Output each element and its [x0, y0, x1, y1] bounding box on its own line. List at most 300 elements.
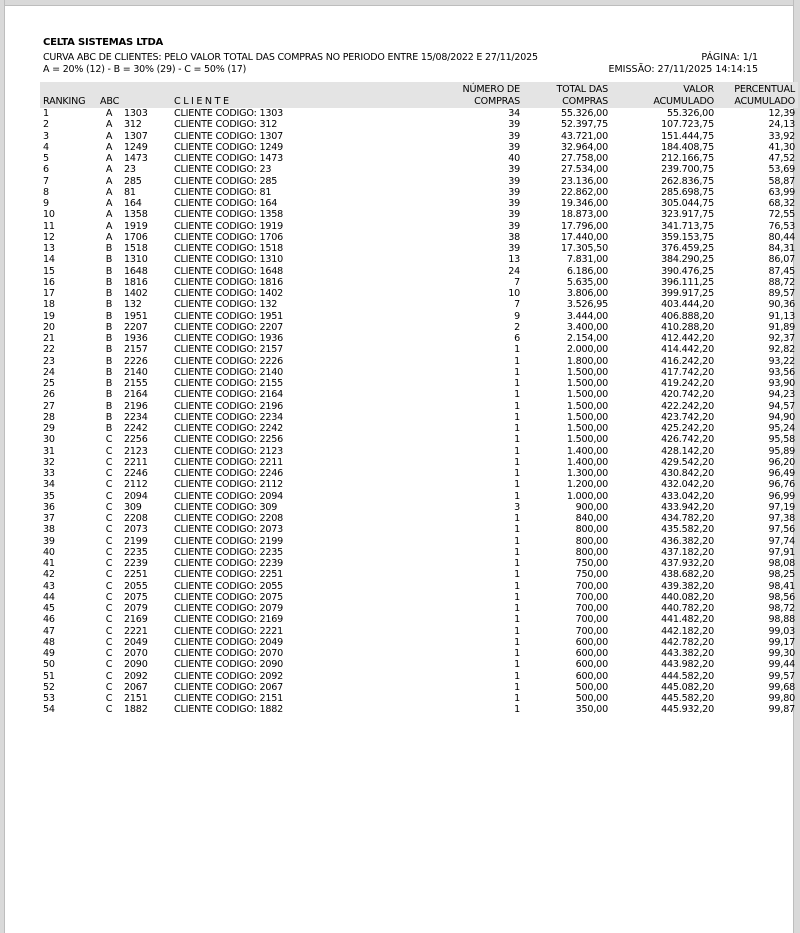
purchase-count-cell: 1 — [514, 434, 520, 446]
table-row — [40, 603, 798, 614]
accumulated-value-cell: 420.742,20 — [661, 389, 714, 401]
purchase-total-cell: 3.806,00 — [566, 288, 608, 299]
accumulated-percent-cell: 98,88 — [768, 614, 795, 626]
col-purchase-total-line1: TOTAL DAS — [556, 84, 608, 95]
purchase-count-cell: 1 — [514, 659, 520, 671]
client-name-cell: CLIENTE CÓDIGO: 23 — [174, 164, 272, 176]
accumulated-percent-cell: 95,58 — [768, 434, 795, 446]
abc-class-cell: A — [105, 108, 113, 119]
table-header-row — [40, 82, 798, 108]
purchase-count-cell: 1 — [514, 670, 520, 682]
client-code-cell: 2221 — [124, 625, 148, 637]
accumulated-percent-cell: 99,17 — [768, 636, 795, 648]
abc-class-cell: C — [105, 591, 113, 603]
accumulated-percent-cell: 99,68 — [768, 681, 795, 693]
client-code-cell: 312 — [124, 119, 142, 131]
ranking-cell: 1 — [43, 108, 49, 119]
accumulated-percent-cell: 90,36 — [768, 299, 795, 311]
ranking-cell: 34 — [43, 479, 55, 491]
accumulated-value-cell: 443.982,20 — [661, 659, 714, 671]
client-code-cell: 2094 — [124, 490, 148, 502]
abc-class-cell: C — [105, 636, 113, 648]
accumulated-percent-cell: 72,55 — [768, 209, 795, 221]
client-code-cell: 1402 — [124, 288, 148, 299]
purchase-total-cell: 2.000,00 — [566, 344, 608, 356]
ranking-cell: 9 — [43, 198, 49, 209]
client-code-cell: 2155 — [124, 378, 148, 389]
accumulated-percent-cell: 99,87 — [768, 704, 795, 716]
purchase-total-cell: 7.831,00 — [566, 254, 608, 266]
accumulated-value-cell: 285.698,75 — [661, 186, 714, 198]
purchase-total-cell: 17.796,00 — [560, 220, 608, 232]
client-name-cell: CLIENTE CÓDIGO: 2155 — [174, 378, 284, 389]
client-name-cell: CLIENTE CÓDIGO: 309 — [174, 501, 278, 513]
purchase-count-cell: 1 — [514, 704, 520, 716]
accumulated-percent-cell: 96,20 — [768, 456, 795, 468]
purchase-total-cell: 5.635,00 — [566, 276, 608, 288]
purchase-total-cell: 350,00 — [575, 704, 608, 716]
client-name-cell: CLIENTE CÓDIGO: 2234 — [174, 411, 284, 423]
client-name-cell: CLIENTE CÓDIGO: 2079 — [174, 603, 284, 614]
table-row — [40, 536, 798, 547]
table-row — [40, 254, 798, 265]
abc-class-cell: B — [105, 423, 113, 434]
abc-class-cell: B — [105, 243, 113, 254]
purchase-count-cell: 1 — [514, 490, 520, 502]
abc-class-cell: C — [105, 693, 113, 704]
accumulated-value-cell: 376.459,25 — [661, 243, 714, 254]
abc-class-cell: C — [105, 490, 113, 502]
abc-class-cell: B — [105, 276, 113, 288]
accumulated-percent-cell: 80,44 — [768, 231, 795, 243]
client-name-cell: CLIENTE CÓDIGO: 285 — [174, 175, 278, 187]
purchase-total-cell: 3.526,95 — [566, 299, 608, 311]
purchase-count-cell: 39 — [508, 119, 520, 131]
table-row — [40, 614, 798, 625]
window-left-border — [0, 0, 5, 933]
client-code-cell: 2075 — [124, 591, 148, 603]
ranking-cell: 3 — [43, 130, 49, 142]
window-top-border — [0, 0, 800, 6]
abc-class-cell: C — [105, 524, 113, 536]
client-code-cell: 164 — [124, 198, 142, 209]
accumulated-percent-cell: 96,49 — [768, 468, 795, 479]
col-accumulated-value-line1: VALOR — [683, 84, 714, 95]
ranking-cell: 24 — [43, 366, 55, 378]
purchase-total-cell: 1.500,00 — [566, 378, 608, 389]
purchase-count-cell: 1 — [514, 535, 520, 547]
client-name-cell: CLIENTE CÓDIGO: 1936 — [174, 333, 284, 344]
purchase-count-cell: 1 — [514, 400, 520, 412]
client-code-cell: 2246 — [124, 468, 148, 479]
client-name-cell: CLIENTE CÓDIGO: 2092 — [174, 670, 284, 682]
table-row — [40, 569, 798, 580]
accumulated-percent-cell: 41,30 — [768, 141, 795, 153]
accumulated-value-cell: 442.782,20 — [661, 636, 714, 648]
client-name-cell: CLIENTE CÓDIGO: 1473 — [174, 153, 284, 164]
accumulated-percent-cell: 91,13 — [768, 310, 795, 322]
accumulated-value-cell: 416.242,20 — [661, 355, 714, 367]
report-subtitle: CURVA ABC DE CLIENTES: PELO VALOR TOTAL DAS COMPRAS NO PERIODO ENTRE 15/08/2022 E 27/11/2025 — [43, 52, 538, 63]
client-code-cell: 2234 — [124, 411, 148, 423]
purchase-count-cell: 1 — [514, 681, 520, 693]
ranking-cell: 19 — [43, 310, 55, 322]
table-row — [40, 581, 798, 592]
purchase-total-cell: 1.400,00 — [566, 445, 608, 457]
table-row — [40, 164, 798, 175]
client-name-cell: CLIENTE CÓDIGO: 2157 — [174, 344, 284, 356]
purchase-total-cell: 1.500,00 — [566, 389, 608, 401]
accumulated-value-cell: 433.942,20 — [661, 501, 714, 513]
accumulated-percent-cell: 53,69 — [768, 164, 795, 176]
client-name-cell: CLIENTE CÓDIGO: 2073 — [174, 524, 284, 536]
ranking-cell: 35 — [43, 490, 55, 502]
client-code-cell: 1518 — [124, 243, 148, 254]
ranking-cell: 6 — [43, 164, 49, 176]
accumulated-percent-cell: 95,89 — [768, 445, 795, 457]
ranking-cell: 23 — [43, 355, 55, 367]
accumulated-percent-cell: 68,32 — [768, 198, 795, 209]
accumulated-value-cell: 445.082,20 — [661, 681, 714, 693]
purchase-count-cell: 1 — [514, 546, 520, 558]
client-name-cell: CLIENTE CÓDIGO: 1648 — [174, 265, 284, 277]
ranking-cell: 33 — [43, 468, 55, 479]
accumulated-value-cell: 438.682,20 — [661, 569, 714, 581]
table-body — [40, 108, 798, 716]
purchase-count-cell: 39 — [508, 186, 520, 198]
table-row — [40, 232, 798, 243]
accumulated-value-cell: 396.111,25 — [661, 276, 714, 288]
ranking-cell: 16 — [43, 276, 55, 288]
abc-class-cell: B — [105, 378, 113, 389]
table-row — [40, 221, 798, 232]
client-name-cell: CLIENTE CÓDIGO: 1951 — [174, 310, 284, 322]
client-name-cell: CLIENTE CÓDIGO: 2239 — [174, 558, 284, 569]
abc-class-cell: B — [105, 333, 113, 344]
purchase-count-cell: 1 — [514, 636, 520, 648]
table-row — [40, 108, 798, 119]
table-row — [40, 648, 798, 659]
ranking-cell: 27 — [43, 400, 55, 412]
purchase-count-cell: 39 — [508, 220, 520, 232]
abc-class-cell: C — [105, 558, 113, 569]
ranking-cell: 11 — [43, 220, 55, 232]
purchase-count-cell: 1 — [514, 648, 520, 659]
client-code-cell: 1816 — [124, 276, 148, 288]
client-code-cell: 1358 — [124, 209, 148, 221]
client-code-cell: 1310 — [124, 254, 148, 266]
accumulated-percent-cell: 93,22 — [768, 355, 795, 367]
emission-date: EMISSÃO: 27/11/2025 14:14:15 — [608, 64, 758, 75]
purchase-total-cell: 1.800,00 — [566, 355, 608, 367]
purchase-total-cell: 6.186,00 — [566, 265, 608, 277]
client-name-cell: CLIENTE CÓDIGO: 2067 — [174, 681, 284, 693]
abc-class-cell: C — [105, 501, 113, 513]
purchase-total-cell: 52.397,75 — [560, 119, 608, 131]
purchase-count-cell: 9 — [514, 310, 520, 322]
ranking-cell: 12 — [43, 231, 55, 243]
purchase-count-cell: 1 — [514, 423, 520, 434]
ranking-cell: 43 — [43, 580, 55, 592]
client-code-cell: 2199 — [124, 535, 148, 547]
client-name-cell: CLIENTE CÓDIGO: 2226 — [174, 355, 284, 367]
ranking-cell: 2 — [43, 119, 49, 131]
ranking-cell: 26 — [43, 389, 55, 401]
purchase-total-cell: 800,00 — [575, 546, 608, 558]
ranking-cell: 25 — [43, 378, 55, 389]
ranking-cell: 38 — [43, 524, 55, 536]
client-name-cell: CLIENTE CÓDIGO: 1249 — [174, 141, 284, 153]
purchase-total-cell: 900,00 — [575, 501, 608, 513]
purchase-count-cell: 1 — [514, 355, 520, 367]
purchase-count-cell: 24 — [508, 265, 520, 277]
client-name-cell: CLIENTE CÓDIGO: 1816 — [174, 276, 284, 288]
abc-class-cell: C — [105, 445, 113, 457]
client-code-cell: 2164 — [124, 389, 148, 401]
accumulated-percent-cell: 86,07 — [768, 254, 795, 266]
table-row — [40, 344, 798, 355]
purchase-count-cell: 1 — [514, 468, 520, 479]
abc-class-cell: C — [105, 659, 113, 671]
accumulated-value-cell: 212.166,75 — [661, 153, 714, 164]
abc-class-cell: C — [105, 535, 113, 547]
purchase-count-cell: 10 — [508, 288, 520, 299]
table-row — [40, 322, 798, 333]
purchase-count-cell: 1 — [514, 614, 520, 626]
accumulated-value-cell: 239.700,75 — [661, 164, 714, 176]
purchase-count-cell: 40 — [508, 153, 520, 164]
accumulated-value-cell: 440.082,20 — [661, 591, 714, 603]
accumulated-value-cell: 432.042,20 — [661, 479, 714, 491]
table-row — [40, 367, 798, 378]
client-code-cell: 2169 — [124, 614, 148, 626]
client-code-cell: 1882 — [124, 704, 148, 716]
ranking-cell: 22 — [43, 344, 55, 356]
purchase-count-cell: 38 — [508, 231, 520, 243]
table-row — [40, 671, 798, 682]
col-purchase-count — [357, 82, 523, 108]
purchase-count-cell: 39 — [508, 164, 520, 176]
client-code-cell: 2226 — [124, 355, 148, 367]
accumulated-percent-cell: 95,24 — [768, 423, 795, 434]
table-row — [40, 468, 798, 479]
client-code-cell: 2123 — [124, 445, 148, 457]
purchase-total-cell: 700,00 — [575, 614, 608, 626]
purchase-total-cell: 500,00 — [575, 681, 608, 693]
accumulated-value-cell: 437.932,20 — [661, 558, 714, 569]
accumulated-percent-cell: 97,74 — [768, 535, 795, 547]
purchase-total-cell: 750,00 — [575, 558, 608, 569]
client-name-cell: CLIENTE CÓDIGO: 312 — [174, 119, 278, 131]
accumulated-value-cell: 436.382,20 — [661, 535, 714, 547]
purchase-total-cell: 22.862,00 — [560, 186, 608, 198]
ranking-cell: 21 — [43, 333, 55, 344]
purchase-total-cell: 18.873,00 — [560, 209, 608, 221]
client-name-cell: CLIENTE CÓDIGO: 132 — [174, 299, 278, 311]
accumulated-percent-cell: 97,38 — [768, 513, 795, 524]
purchase-total-cell: 3.444,00 — [566, 310, 608, 322]
abc-class-cell: C — [105, 479, 113, 491]
ranking-cell: 18 — [43, 299, 55, 311]
table-row — [40, 378, 798, 389]
abc-class-cell: C — [105, 670, 113, 682]
accumulated-value-cell: 444.582,20 — [661, 670, 714, 682]
client-code-cell: 2196 — [124, 400, 148, 412]
ranking-cell: 46 — [43, 614, 55, 626]
table-row — [40, 592, 798, 603]
abc-class-cell: C — [105, 681, 113, 693]
table-row — [40, 626, 798, 637]
accumulated-percent-cell: 97,56 — [768, 524, 795, 536]
col-accumulated-value — [611, 82, 717, 108]
client-name-cell: CLIENTE CÓDIGO: 2094 — [174, 490, 284, 502]
accumulated-value-cell: 430.842,20 — [661, 468, 714, 479]
purchase-count-cell: 1 — [514, 456, 520, 468]
client-code-cell: 132 — [124, 299, 142, 311]
purchase-count-cell: 13 — [508, 254, 520, 266]
abc-class-cell: C — [105, 614, 113, 626]
table-row — [40, 524, 798, 535]
client-code-cell: 2235 — [124, 546, 148, 558]
abc-class-cell: C — [105, 456, 113, 468]
page-number: PÁGINA: 1/1 — [701, 52, 758, 63]
client-name-cell: CLIENTE CÓDIGO: 2196 — [174, 400, 284, 412]
client-code-cell: 2242 — [124, 423, 148, 434]
ranking-cell: 37 — [43, 513, 55, 524]
accumulated-value-cell: 426.742,20 — [661, 434, 714, 446]
client-code-cell: 1648 — [124, 265, 148, 277]
ranking-cell: 53 — [43, 693, 55, 704]
purchase-count-cell: 1 — [514, 366, 520, 378]
ranking-cell: 54 — [43, 704, 55, 716]
client-code-cell: 309 — [124, 501, 142, 513]
accumulated-value-cell: 399.917,25 — [661, 288, 714, 299]
abc-class-cell: A — [105, 186, 113, 198]
abc-class-cell: B — [105, 389, 113, 401]
client-name-cell: CLIENTE CÓDIGO: 164 — [174, 198, 278, 209]
col-abc: ABC — [97, 82, 121, 108]
accumulated-value-cell: 412.442,20 — [661, 333, 714, 344]
col-ranking: RANKING — [40, 82, 97, 108]
purchase-count-cell: 1 — [514, 569, 520, 581]
abc-class-cell: C — [105, 569, 113, 581]
ranking-cell: 17 — [43, 288, 55, 299]
purchase-count-cell: 39 — [508, 175, 520, 187]
client-name-cell: CLIENTE CÓDIGO: 1307 — [174, 130, 284, 142]
purchase-total-cell: 19.346,00 — [560, 198, 608, 209]
ranking-cell: 10 — [43, 209, 55, 221]
table-row — [40, 693, 798, 704]
accumulated-percent-cell: 92,82 — [768, 344, 795, 356]
accumulated-percent-cell: 99,30 — [768, 648, 795, 659]
col-purchase-count-line2: COMPRAS — [474, 95, 520, 107]
client-name-cell: CLIENTE CÓDIGO: 2164 — [174, 389, 284, 401]
accumulated-percent-cell: 84,31 — [768, 243, 795, 254]
ranking-cell: 36 — [43, 501, 55, 513]
table-row — [40, 187, 798, 198]
purchase-total-cell: 600,00 — [575, 670, 608, 682]
table-row — [40, 637, 798, 648]
purchase-total-cell: 1.500,00 — [566, 366, 608, 378]
accumulated-value-cell: 435.582,20 — [661, 524, 714, 536]
purchase-count-cell: 1 — [514, 524, 520, 536]
accumulated-value-cell: 341.713,75 — [661, 220, 714, 232]
table-row — [40, 513, 798, 524]
purchase-total-cell: 600,00 — [575, 659, 608, 671]
accumulated-percent-cell: 96,76 — [768, 479, 795, 491]
accumulated-percent-cell: 47,52 — [768, 153, 795, 164]
ranking-cell: 47 — [43, 625, 55, 637]
accumulated-percent-cell: 96,99 — [768, 490, 795, 502]
client-code-cell: 2208 — [124, 513, 148, 524]
col-accumulated-percent-line1: PERCENTUAL — [734, 84, 795, 95]
client-code-cell: 1249 — [124, 141, 148, 153]
accumulated-value-cell: 184.408,75 — [661, 141, 714, 153]
client-name-cell: CLIENTE CÓDIGO: 2251 — [174, 569, 284, 581]
col-client: CLIENTE — [171, 82, 357, 108]
ranking-cell: 48 — [43, 636, 55, 648]
accumulated-value-cell: 417.742,20 — [661, 366, 714, 378]
client-name-cell: CLIENTE CÓDIGO: 1882 — [174, 704, 284, 716]
purchase-count-cell: 39 — [508, 130, 520, 142]
abc-class-cell: A — [105, 130, 113, 142]
ranking-cell: 52 — [43, 681, 55, 693]
accumulated-value-cell: 434.782,20 — [661, 513, 714, 524]
purchase-total-cell: 1.500,00 — [566, 411, 608, 423]
purchase-total-cell: 1.400,00 — [566, 456, 608, 468]
accumulated-percent-cell: 94,23 — [768, 389, 795, 401]
client-code-cell: 2157 — [124, 344, 148, 356]
table-row — [40, 479, 798, 490]
purchase-count-cell: 7 — [514, 299, 520, 311]
purchase-count-cell: 1 — [514, 479, 520, 491]
client-name-cell: CLIENTE CÓDIGO: 2055 — [174, 580, 284, 592]
accumulated-percent-cell: 12,39 — [768, 108, 795, 119]
purchase-count-cell: 1 — [514, 378, 520, 389]
purchase-total-cell: 500,00 — [575, 693, 608, 704]
company-name: CELTA SISTEMAS LTDA — [43, 37, 164, 48]
purchase-total-cell: 700,00 — [575, 580, 608, 592]
table-row — [40, 209, 798, 220]
accumulated-percent-cell: 98,72 — [768, 603, 795, 614]
table-row — [40, 704, 798, 715]
purchase-count-cell: 6 — [514, 333, 520, 344]
ranking-cell: 41 — [43, 558, 55, 569]
purchase-count-cell: 7 — [514, 276, 520, 288]
ranking-cell: 40 — [43, 546, 55, 558]
client-code-cell: 1936 — [124, 333, 148, 344]
table-row — [40, 142, 798, 153]
accumulated-percent-cell: 98,56 — [768, 591, 795, 603]
table-row — [40, 457, 798, 468]
accumulated-value-cell: 359.153,75 — [661, 231, 714, 243]
accumulated-value-cell: 441.482,20 — [661, 614, 714, 626]
abc-class-cell: B — [105, 321, 113, 333]
table-row — [40, 288, 798, 299]
purchase-total-cell: 840,00 — [575, 513, 608, 524]
accumulated-percent-cell: 98,25 — [768, 569, 795, 581]
client-name-cell: CLIENTE CÓDIGO: 1919 — [174, 220, 284, 232]
client-name-cell: CLIENTE CÓDIGO: 2256 — [174, 434, 284, 446]
accumulated-value-cell: 390.476,25 — [661, 265, 714, 277]
client-name-cell: CLIENTE CÓDIGO: 1358 — [174, 209, 284, 221]
table-row — [40, 131, 798, 142]
client-code-cell: 2067 — [124, 681, 148, 693]
client-name-cell: CLIENTE CÓDIGO: 2123 — [174, 445, 284, 457]
accumulated-percent-cell: 99,80 — [768, 693, 795, 704]
accumulated-percent-cell: 88,72 — [768, 276, 795, 288]
ranking-cell: 13 — [43, 243, 55, 254]
